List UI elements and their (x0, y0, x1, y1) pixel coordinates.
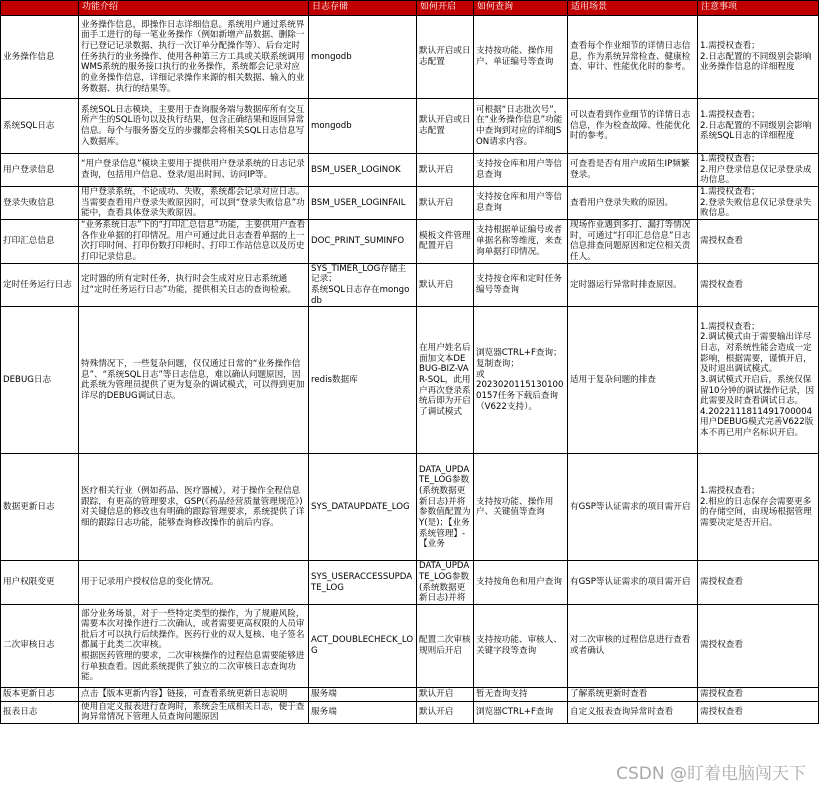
row-name-cell: DEBUG日志 (1, 307, 79, 454)
scene-cell: 有GSP等认证需求的项目需开启 (568, 561, 698, 605)
storage-cell: 服务端 (309, 687, 417, 701)
scene-cell: 定时器运行异常时排查原因。 (568, 263, 698, 307)
enable-cell: DATA_UPDATE_LOG参数(系统数据更新日志)并将 (417, 561, 474, 605)
enable-cell: 默认开启或日志配置 (417, 99, 474, 154)
storage-cell: ACT_DOUBLECHECK_LOG (309, 604, 417, 687)
scene-cell: 适用于复杂问题的排查 (568, 307, 698, 454)
notes-cell: 1.需授权查看； 2.日志配置的不同级别会影响系统SQL日志的详细程度 (698, 99, 819, 154)
query-cell: 浏览器CTRL+F查询； 复制查询； 或 20230201151301000157任务下载后查询（V622支持）。 (474, 307, 568, 454)
storage-cell: SYS_TIMER_LOG存储主记录； 系统SQL日志存在mongodb (309, 263, 417, 307)
notes-cell: 1.需授权查看； 2.登录失败信息仅记录登录失败信息。 (698, 186, 819, 219)
intro-cell: “用户登录信息”模块主要用于提供用户登录系统的日志记录查询，包括用户信息、登录/退出时间、访问IP等。 (79, 154, 309, 187)
storage-cell: redis数据库 (309, 307, 417, 454)
query-cell: 支持按功能、审核人、关键字段等查询 (474, 604, 568, 687)
scene-cell: 查看每个作业细节的详情日志信息，作为系统异常检查、健康检查、审计、性能优化时的参考。 (568, 16, 698, 99)
intro-cell: 使用自定义报表进行查询时，系统会生成相关日志，便于查询异常情况下管理人员查询问题原因 (79, 701, 309, 723)
enable-cell: 默认开启 (417, 186, 474, 219)
table-row (1, 701, 819, 723)
header-cell: 日志存储 (309, 1, 417, 16)
intro-cell: 特殊情况下，一些复杂问题，仅仅通过日常的“业务操作信息”、“系统SQL日志”等日志信息，难以确认问题原因，因此系统为管理员提供了更为复杂的调试模式，可以得到更加详尽的DEBUG调试日志。 (79, 307, 309, 454)
query-cell: 支持根据单证编号或者单据名称等维度，来查询单据打印情况。 (474, 219, 568, 263)
scene-cell: 有GSP等认证需求的项目需开启 (568, 454, 698, 561)
query-cell: 支持按角色和用户查询 (474, 561, 568, 605)
notes-cell: 1.需授权查看； 2.调试模式由于需要输出详尽日志，对系统性能会造成一定影响，根据需要，谨慎开启，及时退出调试模式。 3.调试模式开启后，系统仅保留10分钟的调试操作记录，因此需要及时查看调试日志。 4.2022111811491700004用户DEBUG模式完善V622版本不再已用户名标识开启。 (698, 307, 819, 454)
table-row (1, 99, 819, 154)
notes-cell: 需授权查看 (698, 687, 819, 701)
intro-cell: 定时器的所有定时任务，执行时会生成对应日志系统通过“定时任务运行日志”功能，提供相关日志的查询检索。 (79, 263, 309, 307)
header-cell: 适用场景 (568, 1, 698, 16)
enable-cell: 在用户姓名后面加文本DEBUG-BIZ-VAR-SQL，此用户再次登录系统后即为开启了调试模式 (417, 307, 474, 454)
notes-cell: 1.需授权查看； 2.日志配置的不同级别会影响业务操作信息的详细程度 (698, 16, 819, 99)
intro-cell: 点击【版本更新内容】链接，可查看系统更新日志说明 (79, 687, 309, 701)
scene-cell: 可以查看到作业细节的详情日志信息，作为检查故障、性能优化时的参考。 (568, 99, 698, 154)
query-cell: 支持按仓库和用户等信息查询 (474, 154, 568, 187)
intro-cell: 用户登录系统，不论成功、失败，系统都会记录对应日志。当需要查看用户登录失败原因时，可以到“登录失败信息”功能中，查看具体登录失败原因。 (79, 186, 309, 219)
enable-cell: 配置二次审核规则后开启 (417, 604, 474, 687)
table-row (1, 219, 819, 263)
intro-cell: 业务操作信息，即操作日志详细信息。系统用户通过系统界面手工进行的每一笔业务操作（例如新增产品数据、删除一行已登记记录数据、执行一次订单分配操作等）、后台定时任务执行的业务操作、使用各种第三方工具或关联系统调用WMS系统的服务接口执行的业务操作，系统都会记录对应的业务操作信息，详细记录操作来源的相关数据、输入的业务数据、执行的结果等。 (79, 16, 309, 99)
intro-cell: 系统SQL日志模块，主要用于查询服务端与数据库所有交互所产生的SQL语句以及执行结果，包含正确结果和返回异常信息。每个与服务器交互的步骤都会将相关SQL日志信息写入数据库。 (79, 99, 309, 154)
query-cell: 可根据“日志批次号”，在“业务操作信息”功能中查询到对应的详细JSON请求内容。 (474, 99, 568, 154)
query-cell: 支持按仓库和定时任务编号等查询 (474, 263, 568, 307)
query-cell: 浏览器CTRL+F查询 (474, 701, 568, 723)
table-row (1, 307, 819, 454)
table-row (1, 16, 819, 99)
query-cell: 支持按功能、操作用户、单证编号等查询 (474, 16, 568, 99)
table-row (1, 604, 819, 687)
storage-cell: SYS_DATAUPDATE_LOG (309, 454, 417, 561)
header-cell: 如何开启 (417, 1, 474, 16)
table-row (1, 186, 819, 219)
table-header-row (1, 1, 819, 16)
row-name-cell: 版本更新日志 (1, 687, 79, 701)
scene-cell: 现场作业遇到多打、漏打等情况时，可通过“打印汇总信息”日志信息排查问题原因和定位相关责任人。 (568, 219, 698, 263)
row-name-cell: 登录失败信息 (1, 186, 79, 219)
storage-cell: BSM_USER_LOGINOK (309, 154, 417, 187)
row-name-cell: 业务操作信息 (1, 16, 79, 99)
row-name-cell: 系统SQL日志 (1, 99, 79, 154)
scene-cell: 可查看是否有用户或陌生IP频繁登录。 (568, 154, 698, 187)
watermark: CSDN @盯着电脑闯天下 (616, 764, 806, 784)
notes-cell: 需授权查看 (698, 561, 819, 605)
header-cell: 如何查询 (474, 1, 568, 16)
enable-cell: 默认开启或日志配置 (417, 16, 474, 99)
query-cell: 支持按功能、操作用户、关键值等查询 (474, 454, 568, 561)
table-row (1, 454, 819, 561)
row-name-cell: 用户权限变更 (1, 561, 79, 605)
storage-cell: 服务端 (309, 701, 417, 723)
storage-cell: mongodb (309, 99, 417, 154)
header-cell: 注意事项 (698, 1, 819, 16)
row-name-cell: 报表日志 (1, 701, 79, 723)
enable-cell: 默认开启 (417, 154, 474, 187)
enable-cell: 默认开启 (417, 701, 474, 723)
scene-cell: 自定义报表查询异常时查看 (568, 701, 698, 723)
intro-cell: 用于记录用户授权信息的变化情况。 (79, 561, 309, 605)
table-row (1, 561, 819, 605)
intro-cell: 部分业务场景，对于一些特定类型的操作，为了规避风险，需要本次对操作进行二次确认，或者需要更高权限的人员审批后才可以执行后续操作。医药行业的双人复核、电子签名都属于此类二次审核。 根据医药管理的要求，二次审核操作的过程信息需要能够进行单独查看。因此系统提供了独立的二次审核日志查询功能。 (79, 604, 309, 687)
notes-cell: 1.需授权查看； 2.相应的日志保存会需要更多的存储空间，由现场根据管理需要决定是否开启。 (698, 454, 819, 561)
enable-cell: DATA_UPDATE_LOG参数(系统数据更新日志)并将参数值配置为Y(是)；【业务系统管理】-【业务 (417, 454, 474, 561)
enable-cell: 模板文件管理配置开启 (417, 219, 474, 263)
notes-cell: 需授权查看 (698, 701, 819, 723)
notes-cell: 需授权查看 (698, 219, 819, 263)
row-name-cell: 定时任务运行日志 (1, 263, 79, 307)
storage-cell: DOC_PRINT_SUMINFO (309, 219, 417, 263)
enable-cell: 默认开启 (417, 263, 474, 307)
notes-cell: 需授权查看 (698, 263, 819, 307)
scene-cell: 对二次审核的过程信息进行查看或者确认 (568, 604, 698, 687)
header-cell (1, 1, 79, 16)
table-row (1, 263, 819, 307)
row-name-cell: 打印汇总信息 (1, 219, 79, 263)
query-cell: 支持按仓库和用户等信息查询 (474, 186, 568, 219)
row-name-cell: 用户登录信息 (1, 154, 79, 187)
intro-cell: “业务系统日志”下的“打印汇总信息”功能，主要供用户查看各作业单据的打印情况。用户可通过此日志查看单据的上一次打印时间、打印份数打印耗时、打印工作站信息以及历史打印记录信息。 (79, 219, 309, 263)
header-cell: 功能介绍 (79, 1, 309, 16)
table-row (1, 154, 819, 187)
notes-cell: 1.需授权查看； 2.用户登录信息仅记录登录成功信息。 (698, 154, 819, 187)
storage-cell: BSM_USER_LOGINFAIL (309, 186, 417, 219)
scene-cell: 了解系统更新时查看 (568, 687, 698, 701)
table-row (1, 687, 819, 701)
row-name-cell: 二次审核日志 (1, 604, 79, 687)
row-name-cell: 数据更新日志 (1, 454, 79, 561)
enable-cell: 默认开启 (417, 687, 474, 701)
storage-cell: SYS_USERACCESSUPDATE_LOG (309, 561, 417, 605)
scene-cell: 查看用户登录失败的原因。 (568, 186, 698, 219)
storage-cell: mongodb (309, 16, 417, 99)
notes-cell: 需授权查看 (698, 604, 819, 687)
query-cell: 暂无查询支持 (474, 687, 568, 701)
intro-cell: 医疗相关行业（例如药品、医疗器械），对于操作全程信息跟踪，有更高的管理要求，GSP(《药品经营质量管理规范》)对关键信息的修改也有明确的跟踪管理要求，系统提供了详细的跟踪日志功能，能够查询修改操作的前后内容。 (79, 454, 309, 561)
